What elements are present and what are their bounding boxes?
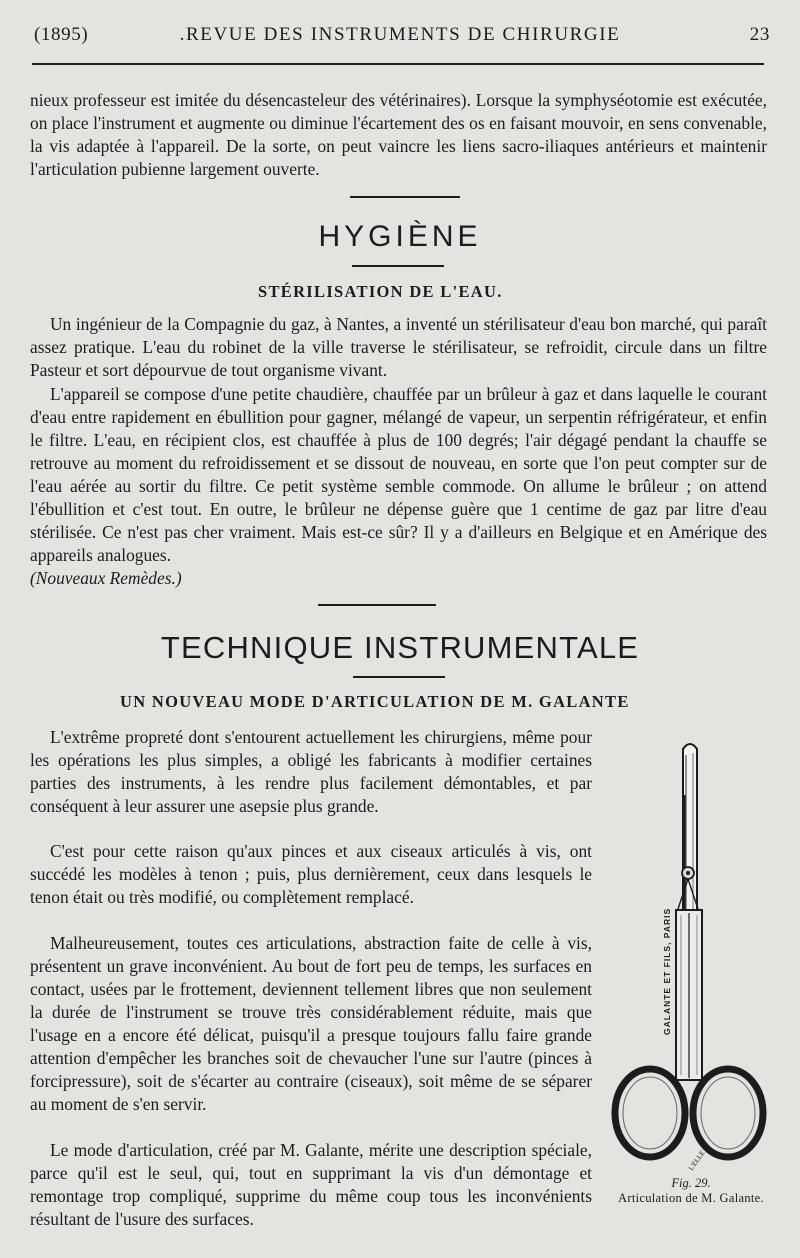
technique-paragraph-1: L'extrême propreté dont s'entourent actuellement les chirurgiens, même pour les opérations les plus simples, a obligé les fabricants à modifier certaines parties des instruments, à les rendre plus facilement démontables, et par conséquent à leur assurer une asepsie plus grande. (30, 727, 592, 816)
page-number: 23 (749, 24, 770, 45)
engraving-text: GALANTE ET FILS, PARIS (662, 907, 672, 1035)
technique-subheading: UN NOUVEAU MODE D'ARTICULATION DE M. GALANTE (120, 692, 630, 711)
hygiene-subheading: STÉRILISATION DE L'EAU. (258, 282, 503, 301)
technique-paragraph-4: Le mode d'articulation, créé par M. Galante, mérite une description spéciale, parce qu'il est le seul, qui, tout en supprimant la vis d'un démontage et remontage trop compliqué, supprime du même coup tous les inconvénients résultant de l'usure des surfaces. (30, 1140, 592, 1229)
section-divider (350, 196, 460, 198)
technique-paragraph-3: Malheureusement, toutes ces articulations, abstraction faite de celle à vis, présentent un grave inconvénient. Au bout de fort peu de temps, les surfaces en contact, usées par le frottement, deviennent tellement libres que non seulement la durée de l'instrument se trouve très considérablement réduite, mais que l'usage en a encore été délicat, puisqu'il a presque toujours fallu faire grande attention d'empêcher les branches soit de chevaucher l'une sur l'autre (pinces à forcipressure), soit de s'écarter au contraire (ciseaux), soit même de se séparer au moment de s'en servir. (30, 933, 592, 1114)
source-citation: (Nouveaux Remèdes.) (30, 568, 182, 588)
hygiene-paragraph-1: Un ingénieur de la Compagnie du gaz, à Nantes, a inventé un stérilisateur d'eau bon marché, qui paraît assez pratique. L'eau du robinet de la ville traverse le stérilisateur, se refroidit, circule dans un filtre Pasteur et sort dépourvue de tout organisme vivant. (30, 314, 767, 380)
header-rule (32, 63, 764, 65)
heading-underline (353, 676, 445, 678)
heading-underline (352, 265, 444, 267)
running-header (30, 24, 770, 50)
engraver-stamp: L'ELLE (687, 1149, 707, 1173)
hygiene-heading: HYGIÈNE (318, 220, 482, 253)
header-title: .REVUE DES INSTRUMENTS DE CHIRURGIE (179, 24, 621, 45)
figure-caption: Articulation de M. Galante. (618, 1191, 764, 1205)
technique-paragraph-2: C'est pour cette raison qu'aux pinces et aux ciseaux articulés à vis, ont succédé les modèles à tenon ; puis, plus dernièrement, ceux dans lesquels le tenon était ou très modifié, ou complètement remplacé. (30, 841, 592, 907)
technique-heading: TECHNIQUE INSTRUMENTALE (160, 630, 640, 665)
scissors-illustration (604, 735, 774, 1175)
hygiene-paragraph-2: L'appareil se compose d'une petite chaudière, chauffée par un brûleur à gaz et dans laquelle le courant d'eau entre rapidement en ébullition pour gagner, mélangé de vapeur, un serpentin réfrigérateur, et enfin le filtre. L'eau, en récipient clos, est chauffée à plus de 100 degrés; l'air dégagé pendant la chauffe se retrouve au moment du refroidissement et se dissout de nouveau, en sorte que l'on peut compter sur de l'eau aérée au sortir du filtre. Ce petit système semble commode. On allume le brûleur ; on attend l'ébullition et c'est tout. En outre, le brûleur ne dépense guère que 1 centime de gaz par litre d'eau stérilisée. Ce n'est pas cher vraiment. Mais est-ce sûr? Il y a d'ailleurs en Belgique et en Amérique des appareils analogues. (30, 384, 767, 565)
figure-number: Fig. 29. (671, 1176, 711, 1190)
intro-paragraph: nieux professeur est imitée du désencasteleur des vétérinaires). Lorsque la symphyséotomie est exécutée, on place l'instrument et augmente ou diminue l'écartement des os en faisant mouvoir, en sens convenable, la vis adaptée à l'appareil. De la sorte, on peut vaincre les liens sacro-iliaques antérieurs et maintenir l'articulation pubienne largement ouverte. (30, 90, 767, 179)
section-divider (318, 604, 436, 606)
header-year: (1895) (34, 24, 89, 45)
